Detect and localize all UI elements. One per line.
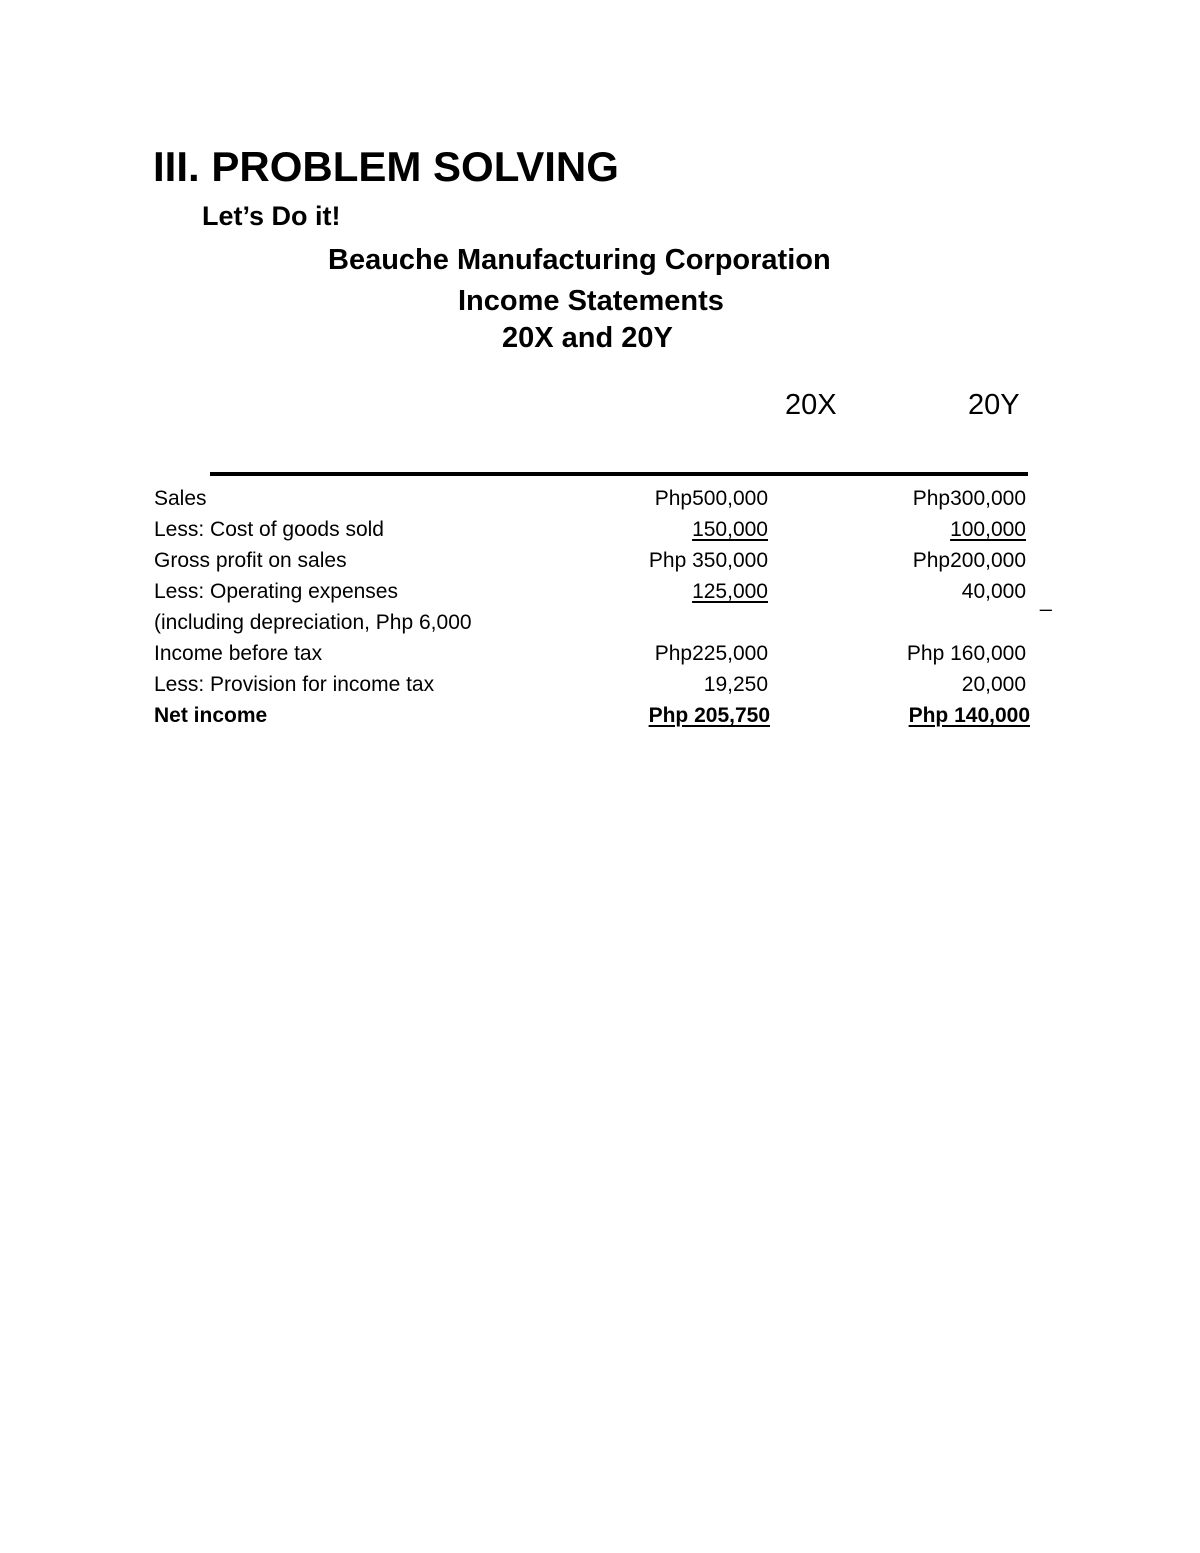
row-label: Net income	[154, 704, 268, 727]
row-income-before-tax	[0, 640, 1200, 671]
amount-20x: Php 205,750	[648, 704, 770, 727]
amount-20x: Php500,000	[654, 487, 768, 510]
amount-20y: 20,000	[961, 673, 1026, 696]
row-label: Less: Operating expenses	[154, 580, 398, 603]
row-operating-expenses	[0, 578, 1200, 609]
amount-20x: 150,000	[692, 518, 768, 541]
header-rule	[210, 472, 1028, 476]
row-label: Less: Provision for income tax	[154, 673, 435, 696]
amount-20x: Php225,000	[654, 642, 768, 665]
amount-20y: 100,000	[950, 518, 1026, 541]
column-header-20x: 20X	[785, 389, 837, 421]
amount-20y: Php 140,000	[908, 704, 1030, 727]
statement-period: 20X and 20Y	[502, 322, 673, 354]
row-label: (including depreciation, Php 6,000	[154, 611, 472, 634]
section-subheading: Let’s Do it!	[202, 201, 341, 231]
row-gross-profit	[0, 547, 1200, 578]
row-depreciation-note	[0, 609, 1200, 640]
column-header-20y: 20Y	[968, 389, 1020, 421]
amount-20y: Php 160,000	[906, 642, 1026, 665]
section-heading: III. PROBLEM SOLVING	[153, 143, 619, 190]
amount-20x: 19,250	[703, 673, 768, 696]
row-label: Sales	[154, 487, 207, 510]
amount-20y: Php200,000	[912, 549, 1026, 572]
amount-20x: 125,000	[692, 580, 768, 603]
company-name: Beauche Manufacturing Corporation	[328, 244, 831, 276]
row-label: Less: Cost of goods sold	[154, 518, 384, 541]
row-label: Gross profit on sales	[154, 549, 347, 572]
row-net-income	[0, 702, 1200, 733]
row-sales	[0, 485, 1200, 516]
amount-20y: Php300,000	[912, 487, 1026, 510]
row-income-tax	[0, 671, 1200, 702]
stray-mark: _	[1040, 589, 1052, 612]
amount-20x: Php 350,000	[648, 549, 768, 572]
row-cost-of-goods-sold	[0, 516, 1200, 547]
row-label: Income before tax	[154, 642, 323, 665]
statement-title: Income Statements	[458, 285, 724, 317]
amount-20y: 40,000	[961, 580, 1026, 603]
